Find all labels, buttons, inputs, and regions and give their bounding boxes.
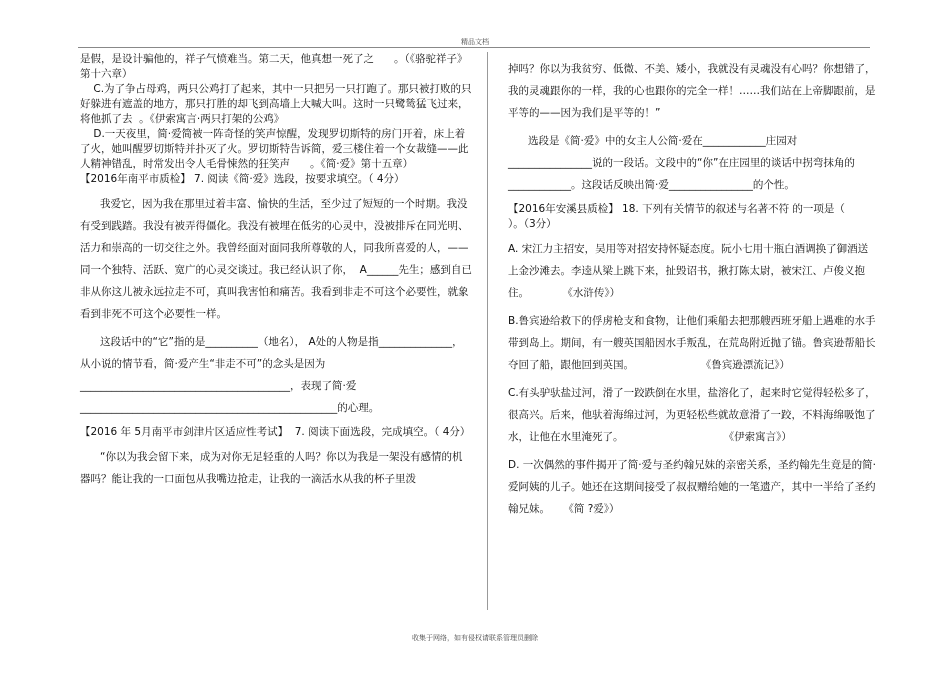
right-paragraph-5: B.鲁宾逊给救下的俘虏枪支和食物，让他们乘船去把那艘西班牙船上遇难的水手带到岛上。期间，有一艘英国船因水手叛乱，在荒岛附近抛了锚。鲁宾逊帮船长夺回了船，跟他回到英国。 《鲁宾逊漂流记》） xyxy=(508,315,876,371)
right-paragraph-4: A. 宋江力主招安，吴用等对招安持怀疑态度。阮小七用十瓶白酒调换了御酒送上金沙滩去。李逵从梁上跳下来，扯毁诏书，揪打陈太尉，被宋江、卢俊义抱住。 《水浒传》） xyxy=(508,243,869,299)
left-paragraph-5: 我爱它，因为我在那里过着丰富、愉快的生活，至少过了短短的一个时期。我没有受到践踏。我没有被弄得僵化。我没有被埋在低劣的心灵中，没被排斥在同光明、活力和崇高的一切交往之外。我曾经面对面同我所尊敬的人，同我所喜爱的人，——同一个独特、活跃、宽广的心灵交谈过。我已经认识了你， A______先生；感到自已非从你这儿被永远拉走不可，真叫我害怕和痛苦。我看到非走不可这个必要性，就象看到非死不可这个必要性一样。 xyxy=(80,198,472,320)
column-divider xyxy=(487,52,488,610)
page-footer-label: 收集于网络，如有侵权请联系管理员删除 xyxy=(412,634,538,642)
header-rule xyxy=(78,47,870,48)
left-paragraph-3: D.一天夜里，简·爱简被一阵奇怪的笑声惊醒，发现罗切斯特的房门开着，床上着了火，她叫醒罗切斯特并扑灭了火。罗切斯特告诉简，爱三楼住着一个女裁缝——此人精神错乱，时常发出令人毛骨悚然的狂笑声 。《简·爱》第十五章） xyxy=(80,128,469,170)
left-paragraph-2: C.为了争占母鸡，两只公鸡打了起来，其中一只把另一只打跑了。那只被打败的只好躲进有遮盖的地方，那只打胜的却飞到高墙上大喊大叫。这时一只鹭鸶猛飞过来，将他抓了去 。《伊索寓言·两只打架的公鸡》 xyxy=(80,83,472,125)
right-paragraph-7: D. 一次偶然的事件揭开了简·爱与圣约翰兄妹的亲密关系，圣约翰先生竟是的简·爱阿姨的儿子。她还在这期间接受了叔叔赠给她的一笔遗产，其中一半给了圣约翰兄妹。 《简 ?爱》） xyxy=(508,459,876,515)
right-paragraph-6: C.有头驴驮盐过河，滑了一跤跌倒在水里，盐溶化了，起来时它觉得轻松多了，很高兴。后来，他驮着海绵过河，为更轻松些就故意滑了一跤，不料海绵吸饱了水，让他在水里淹死了。 《伊索寓言》） xyxy=(508,387,876,443)
left-paragraph-4: 【2016年南平市质检】 7. 阅读《简·爱》选段，按要求填空。（ 4分） xyxy=(80,173,405,185)
left-column xyxy=(80,52,472,496)
left-paragraph-7: 【2016 年 5月南平市剑津片区适应性考试】 7. 阅读下面选段，完成填空。（ 4分） xyxy=(80,426,471,438)
left-paragraph-1: 是假，是设计骗他的，祥子气愤难当。第二天，他真想一死了之 。（《骆驼祥子》第十六章） xyxy=(80,53,468,80)
page-header-label: 精品文档 xyxy=(461,38,489,46)
right-paragraph-2: 选段是《简·爱》中的女主人公简·爱在____________庄园对________________说的一段话。文段中的“你”在庄园里的谈话中拐弯抹角的____________。这段话反映出简·爱________________的个性。 xyxy=(508,135,855,191)
right-column xyxy=(508,52,885,526)
left-paragraph-6: 这段话中的“它”指的是__________（地名）， A处的人物是指______________，从小说的情节看，简·爱产生“非走不可”的念头是因为________________________________________，表现了简·爱_________________________________________________的心理。 xyxy=(80,336,463,414)
right-paragraph-1: 掉吗？你以为我贫穷、低微、不美、矮小，我就没有灵魂没有心吗？你想错了，我的灵魂跟你的一样，我的心也跟你的完全一样！……我们站在上帝脚跟前，是平等的——因为我们是平等的！” xyxy=(508,63,876,119)
right-paragraph-3: 【2016年安溪县质检】 18. 下列有关情节的叙述与名著不符 的一项是（ ）。（3分） xyxy=(508,203,885,230)
left-paragraph-8: “你以为我会留下来，成为对你无足轻重的人吗？你以为我是一架没有感情的机器吗？能让我的一口面包从我嘴边抢走，让我的一滴活水从我的杯子里泼 xyxy=(80,451,463,485)
